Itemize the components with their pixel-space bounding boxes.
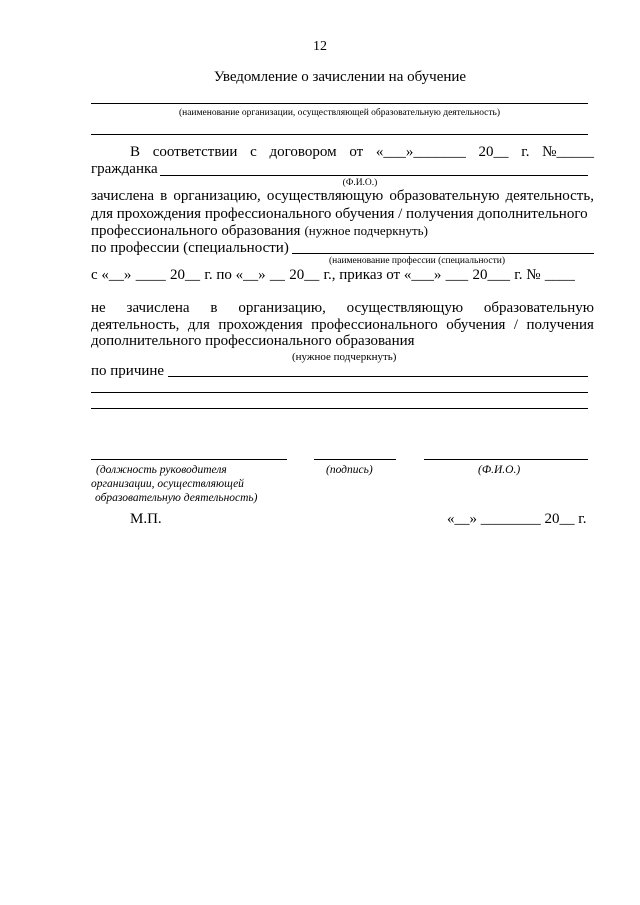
not-enrolled-word: в (210, 300, 218, 316)
not-enrolled-word: организацию, (238, 300, 326, 316)
contract-year-field[interactable]: 20__ (478, 144, 509, 160)
contract-word: от (349, 144, 364, 160)
profession-caption: (наименование профессии (специальности) (328, 256, 506, 266)
enrolled-line-1 (91, 187, 594, 205)
enrolled-line-3-text: профессионального образования (91, 223, 301, 239)
contract-word: соответствии (152, 144, 238, 160)
order-number-label: г. № (514, 267, 541, 283)
not-enrolled-word: получения (526, 317, 594, 333)
profession-label: по профессии (специальности) (91, 240, 289, 256)
reason-line-2[interactable] (91, 392, 588, 393)
not-enrolled-word: зачислена (126, 300, 190, 316)
reason-line-3[interactable] (91, 408, 588, 409)
position-signature-line[interactable] (91, 459, 287, 460)
not-enrolled-word: образовательную (483, 300, 594, 316)
order-date-month-field[interactable]: ___ (445, 267, 469, 283)
enrolled-word: деятельность, (505, 188, 594, 204)
profession-name-line[interactable] (292, 253, 594, 254)
underline-hint: (нужное подчеркнуть) (304, 223, 428, 238)
position-caption-3: образовательную деятельность) (95, 492, 258, 504)
signature-line[interactable] (314, 459, 396, 460)
position-caption-2: организации, осуществляющей (91, 478, 244, 490)
not-enrolled-word: не (91, 300, 106, 316)
organization-blank-line-2[interactable] (91, 134, 588, 135)
organization-caption: (наименование организации, осуществляющей образовательную деятельность) (178, 108, 501, 118)
reason-line-1[interactable] (168, 376, 588, 377)
stamp-label: М.П. (130, 511, 162, 527)
period-start-year-field[interactable]: 20__ (170, 267, 201, 283)
enrolled-word: зачислена (91, 188, 155, 204)
organization-blank-line[interactable] (91, 103, 588, 104)
not-enrolled-word: / (513, 317, 519, 333)
fio-signature-caption: (Ф.И.О.) (478, 464, 521, 476)
contract-word: с (250, 144, 257, 160)
contract-word: г. (521, 144, 530, 160)
period-end-month-field[interactable]: __ (269, 267, 285, 283)
enrolled-word: организацию, (173, 188, 261, 204)
period-end-day-field[interactable]: г. по «__» (204, 267, 266, 283)
citizen-name-line[interactable] (160, 175, 588, 176)
not-enrolled-line-3: дополнительного профессионального образования (91, 333, 415, 349)
order-date-day-field[interactable]: г., приказ от «___» (323, 267, 442, 283)
period-start-day-field[interactable]: с «__» (91, 267, 132, 283)
fio-signature-line[interactable] (424, 459, 588, 460)
enrolled-word: осуществляющую (266, 188, 384, 204)
enrolled-line-2: для прохождения профессионального обучения / получения дополнительного (91, 206, 588, 222)
page-title: Уведомление о зачислении на обучение (213, 69, 467, 85)
contract-line (130, 143, 594, 161)
not-enrolled-word: для (187, 317, 210, 333)
fio-caption: (Ф.И.О.) (342, 178, 378, 188)
page-number: 12 (313, 39, 327, 54)
enrolled-word: в (160, 188, 168, 204)
not-enrolled-word: обучения (446, 317, 506, 333)
period-start-month-field[interactable]: ____ (135, 267, 166, 283)
contract-date-field[interactable]: «___»_______ (375, 144, 466, 160)
not-enrolled-word: профессионального (311, 317, 438, 333)
period-end-year-field[interactable]: 20__ (289, 267, 320, 283)
reason-label: по причине (91, 363, 165, 379)
enrolled-line-3 (91, 222, 428, 240)
order-number-field[interactable]: ____ (544, 267, 575, 283)
contract-word: В (130, 144, 141, 160)
enrolled-word: образовательную (389, 188, 500, 204)
not-enrolled-line-1 (91, 299, 594, 317)
contract-number-field[interactable]: №_____ (542, 144, 594, 160)
contract-word: договором (269, 144, 337, 160)
order-date-year-field[interactable]: 20___ (472, 267, 510, 283)
citizen-label: гражданка (91, 161, 158, 177)
signature-caption: (подпись) (326, 464, 373, 476)
not-enrolled-word: осуществляющую (346, 300, 464, 316)
not-enrolled-word: деятельность, (91, 317, 180, 333)
not-enrolled-word: прохождения (218, 317, 303, 333)
period-line (91, 266, 575, 284)
position-caption: (должность руководителя (96, 464, 227, 476)
date-field[interactable]: «__» ________ 20__ г. (447, 511, 587, 527)
underline-hint-2: (нужное подчеркнуть) (292, 351, 397, 363)
